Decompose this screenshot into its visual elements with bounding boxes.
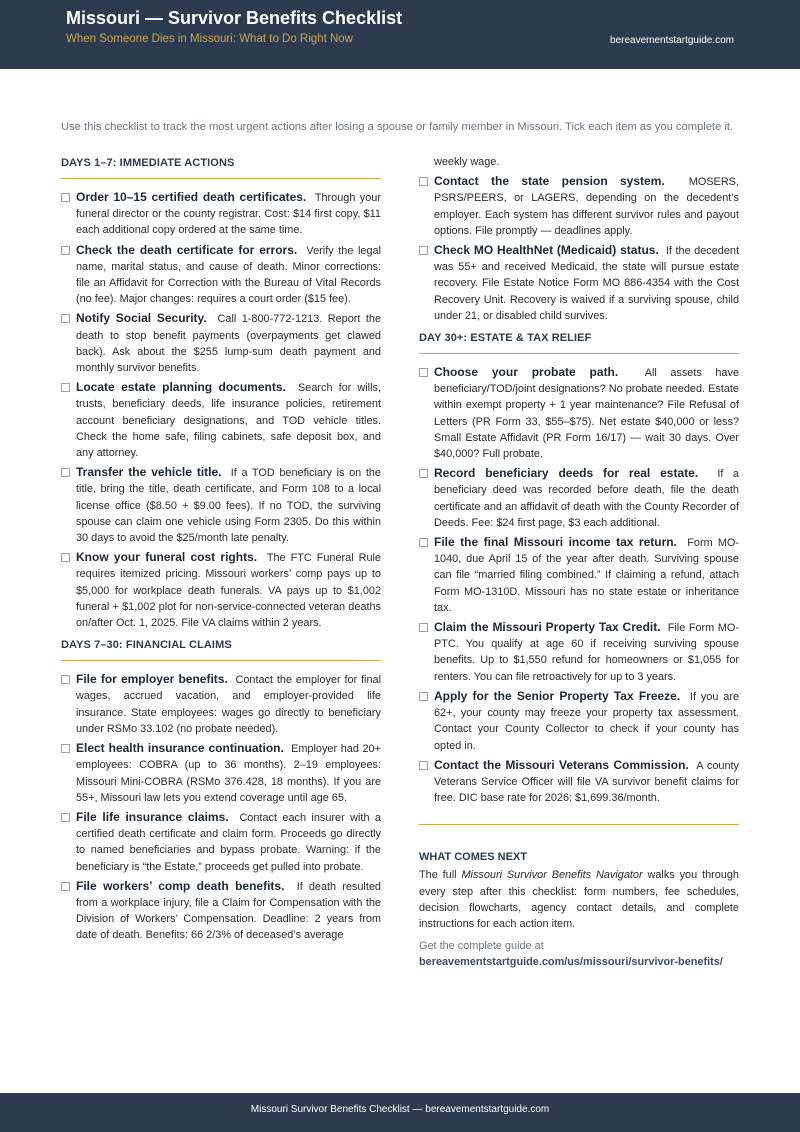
checkbox[interactable] [61,882,70,891]
checklist-item [419,173,739,239]
checklist-item-text: Contact each insurer with a certified death certificate and claim form. Proceeds go directly to named beneficiaries and bypass probate. Warning: if the beneficiary is “the Estate,” proceeds get pulled into probate. [76,811,381,873]
checklist-item-text: Call 1-800-772-1213. Report the death to stop benefit payments (overpayments get clawed back). Ask about the $255 lump-sum death payment and monthly survivor benefits. [76,313,381,375]
checklist-item [419,364,739,462]
checklist-item-text: Form MO-1040, due April 15 of the year after death. Surviving spouse can file “married filing combined.” If claiming a refund, attach Form MO-1310D. Missouri has no state estate or inheritance tax. [434,537,739,614]
header-site: bereavementstartguide.com [610,35,734,46]
checklist-item-text: If a TOD beneficiary is on the title, bring the title, death certificate, and Form 108 to a local license office ($8.50 + $9.00 fees). If no TOD, the surviving spouse can claim one vehicle using Form 2305. Do this within 30 days to avoid the $25/month late penalty. [76,467,381,545]
checklist-item-title: Contact the state pension system. [434,174,665,189]
checklist-item [61,809,381,875]
checkbox[interactable] [61,675,70,684]
checklist-item [61,464,381,546]
section-divider [61,178,381,179]
guide-name: Missouri Survivor Benefits Navigator [461,869,643,882]
intro-text: Use this checklist to track the most urgent actions after losing a spouse or family member in Missouri. Tick each item as you complete it. [61,121,734,133]
checkbox[interactable] [419,368,428,377]
checklist-item-text: Search for wills, trusts, beneficiary deeds, life insurance policies, retirement account beneficiary designations, and TOD vehicle titles. Check the home safe, filing cabinets, safe deposit box, and any attorney. [76,382,381,460]
checklist-item-text: MOSERS, PSRS/PEERS, or LAGERS, depending on the decedent’s employer. Each system has different survivor rules and payout options. File promptly — deadlines apply. [434,176,739,237]
section-divider [61,660,381,661]
checkbox[interactable] [61,246,70,255]
checklist-item [61,549,381,631]
checklist-item [61,242,381,308]
checklist-item-title: File life insurance claims. [76,809,229,824]
checklist-item-title: Notify Social Security. [76,311,207,326]
checklist-item-title: Apply for the Senior Property Tax Freeze. [434,688,681,703]
checklist-item [419,242,739,324]
section-heading-immediate: DAYS 1–7: IMMEDIATE ACTIONS [61,157,235,169]
checklist-item-title: File the final Missouri income tax return. [434,535,677,550]
page-header [0,0,800,69]
checkbox[interactable] [419,538,428,547]
checklist-item [61,878,381,944]
checkbox[interactable] [61,553,70,562]
checklist-item-title: Contact the Missouri Veterans Commission. [434,757,689,772]
checklist-item-text: If the decedent was 55+ and received Medicaid, the state will pursue estate recovery. File Estate Notice Form MO 886-4354 with the Cost Recovery Unit. Recovery is waived if a surviving spouse, child under 21, or disabled child survives. [434,245,739,322]
checklist-item-title: Locate estate planning documents. [76,380,286,395]
checklist-item-title: Elect health insurance continuation. [76,741,284,756]
checkbox[interactable] [419,623,428,632]
checklist-item-text: All assets have beneficiary/TOD/joint designations? No probate needed. Estate within exempt property + 1 year maintenance? File Refusal of Letters (PR Form 33, $55–$75). Net estate $40,000 or less? Small Estate Affidavit (PR Form 16/17) — wait 30 days. Over $40,000? Full probate. [434,367,739,461]
checkbox[interactable] [61,314,70,323]
checklist-item-title: Claim the Missouri Property Tax Credit. [434,620,661,635]
checklist-item-text: File Form MO-PTC. You qualify at age 60 if receiving surviving spouse benefits. Up to $1,550 refund for homeowners or $1,055 for renters. You can file retroactively for up to 3 years. [434,622,739,683]
checkbox[interactable] [61,468,70,477]
checkbox[interactable] [61,813,70,822]
checklist-item [419,688,739,754]
checklist-item-text: A county Veterans Service Officer will file VA survivor benefit claims for free. DIC base rate for 2026: $1,699.36/month. [434,759,739,805]
checklist-item [419,465,739,531]
checkbox[interactable] [419,246,428,255]
checklist-immediate [61,189,381,631]
checkbox[interactable] [419,469,428,478]
checklist-item-text: Employer had 20+ employees: COBRA (up to 36 months). 2–19 employees: Missouri Mini-COBRA (RSMo 376.428, 18 months). If you are 55+, Missouri law lets you extend coverage until age 65. [76,743,381,804]
left-column [61,155,381,947]
next-heading: WHAT COMES NEXT [419,851,527,864]
checklist-item-title: Choose your probate path. [434,365,619,380]
page-title: Missouri — Survivor Benefits Checklist [66,8,403,28]
section-divider [419,353,739,354]
closing-divider [419,824,739,825]
checklist-item [419,757,739,807]
checklist-estate [419,364,739,806]
section-heading-estate: DAY 30+: ESTATE & TAX RELIEF [419,332,592,345]
page-subtitle: When Someone Dies in Missouri: What to Do Right Now [66,33,353,45]
page-footer [0,1093,800,1132]
checklist-item-title: Order 10–15 certified death certificates. [76,190,307,204]
footer-text: Missouri Survivor Benefits Checklist — bereavementstartguide.com [250,1104,550,1115]
checklist-item [419,534,739,616]
checklist-item [61,310,381,376]
checklist-item-title: File workers’ comp death benefits. [76,878,285,893]
right-column [419,155,739,971]
checklist-financial [61,671,381,943]
continued-text: weekly wage. [434,156,500,168]
checklist-item-title: Record beneficiary deeds for real estate. [434,466,699,481]
checklist-item [61,189,381,239]
get-guide-label: Get the complete guide at [419,940,544,953]
checklist-item [61,379,381,461]
checkbox[interactable] [61,744,70,753]
checkbox[interactable] [419,761,428,770]
checklist-item-text: The FTC Funeral Rule requires itemized pricing. Missouri workers’ comp pays up to $5,000 for workplace death funerals. VA pays up to $1,002 funeral + $1,002 plot for non-service-connected veteran deaths on/after Oct. 1, 2025. File VA claims within 2 years. [76,552,381,630]
checklist-item-text: If a beneficiary deed was recorded before death, file the death certificate and an affidavit of death with the County Recorder of Deeds. Fee: $24 first page, $3 each additional. [434,468,739,529]
checklist-item-text: Verify the legal name, marital status, and cause of death. Minor corrections: file an Affidavit for Correction with the Bureau of Vital Records (no fee). Major changes: requires a court order ($15 fee). [76,244,381,306]
checkbox[interactable] [61,383,70,392]
checkbox[interactable] [419,177,428,186]
checkbox[interactable] [61,193,70,202]
checklist-item-title: Transfer the vehicle title. [76,465,222,480]
checklist-item-text: If death resulted from a workplace injury, file a Claim for Compensation with the Division of Workers’ Compensation. Deadline: 2 years from date of death. Benefits: 66 2/3% of deceased’s average [76,880,381,942]
checklist-item-title: Know your funeral cost rights. [76,550,258,565]
checklist-item-title: File for employer benefits. [76,672,228,687]
checklist-item [419,619,739,685]
checklist-item-title: Check the death certificate for errors. [76,242,298,257]
checklist-item-title: Check MO HealthNet (Medicaid) status. [434,243,659,258]
guide-link[interactable]: bereavementstartguide.com/us/missouri/survivor-benefits/ [419,956,723,969]
checklist-item [61,740,381,806]
checklist-item-text: Contact the employer for final wages, accrued vacation, and employer-provided life insurance. State employees: wages go directly to beneficiary under RSMo 33.102 (no probate needed). [76,674,381,735]
checklist-item-text: If you are 62+, your county may freeze your property tax assessment. Contact your County Collector to check if your county has opted in. [434,690,739,752]
checklist-financial-continued [419,173,739,324]
next-body: The full Missouri Survivor Benefits Navigator walks you through every step after this checklist: form numbers, fee schedules, decision flowcharts, agency contact details, and complete instructions for each action item. [419,869,739,930]
checklist-item-text: Through your funeral director or the county registrar. Cost: $14 first copy, $11 each additional copy ordered at the same time. [76,192,381,237]
checkbox[interactable] [419,692,428,701]
section-heading-financial: DAYS 7–30: FINANCIAL CLAIMS [61,639,232,652]
checklist-item [61,671,381,737]
